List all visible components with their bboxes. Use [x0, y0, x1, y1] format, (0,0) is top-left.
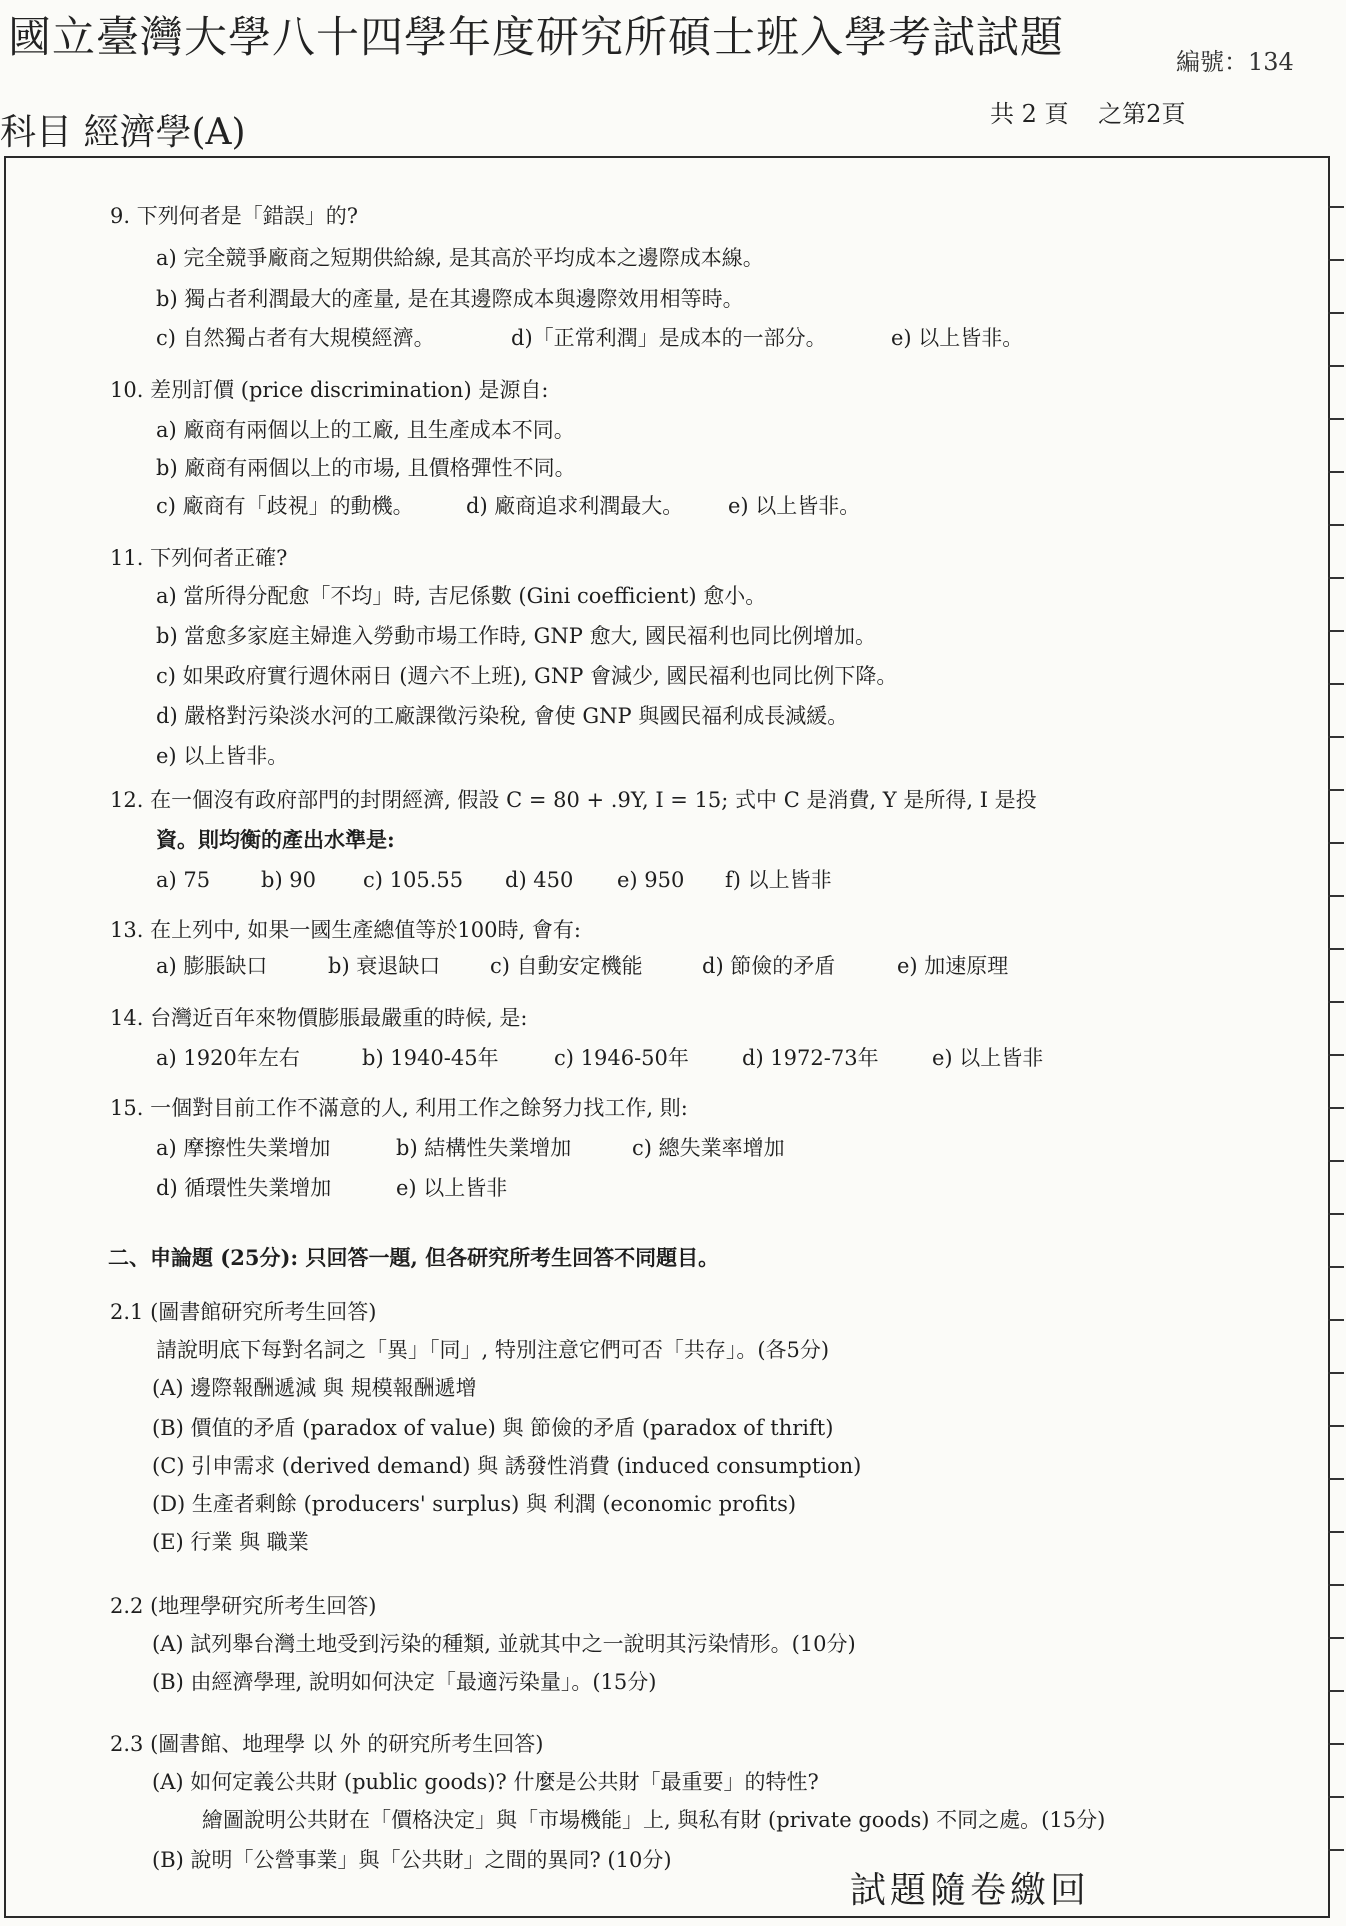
question-option: a) 廠商有兩個以上的工廠, 且生產成本不同。: [156, 418, 575, 442]
question-stem: 12. 在一個沒有政府部門的封閉經濟, 假設 C = 80 + .9Y, I = 15; 式中 C 是消費, Y 是所得, I 是投: [110, 788, 1037, 812]
question-option-row: [156, 1172, 507, 1202]
page-indicator: [990, 94, 1207, 129]
question-stem-continued: 資。則均衡的產出水準是:: [156, 827, 395, 852]
question-stem: 15. 一個對目前工作不滿意的人, 利用工作之餘努力找工作, 則:: [110, 1096, 688, 1120]
question-option: b) 衰退缺口: [328, 954, 441, 978]
essay-item: (A) 試列舉台灣土地受到污染的種類, 並就其中之一說明其污染情形。(10分): [152, 1632, 856, 1656]
question-option: e) 以上皆非。: [156, 744, 289, 768]
question-option: c) 自動安定機能: [490, 954, 643, 978]
question-stem: 11. 下列何者正確?: [110, 546, 288, 570]
question-stem: 9. 下列何者是「錯誤」的?: [110, 204, 358, 228]
total-pages: 共 2 頁: [990, 100, 1069, 128]
question-option: c) 廠商有「歧視」的動機。: [156, 494, 414, 518]
essay-item: (E) 行業 與 職業: [152, 1530, 309, 1554]
margin-tick: [1328, 1160, 1344, 1162]
margin-tick: [1328, 1637, 1344, 1639]
subsection-title: 2.1 (圖書館研究所考生回答): [110, 1300, 377, 1324]
question-option: d) 廠商追求利潤最大。: [466, 494, 684, 518]
question-stem: 13. 在上列中, 如果一國生產總值等於100時, 會有:: [110, 918, 581, 942]
question-option: d) 節儉的矛盾: [702, 954, 836, 978]
subsection-title: 2.3 (圖書館、地理學 以 外 的研究所考生回答): [110, 1732, 544, 1756]
margin-tick: [1328, 630, 1344, 632]
return-with-paper-stamp: 試題隨卷繳回: [850, 1870, 1091, 1911]
margin-tick: [1328, 1478, 1344, 1480]
margin-tick: [1328, 1319, 1344, 1321]
question-option: b) 廠商有兩個以上的市場, 且價格彈性不同。: [156, 456, 576, 480]
question-option-row: [156, 950, 1008, 980]
question-option: e) 以上皆非: [932, 1046, 1044, 1070]
subject-label: 科目 經濟學(A): [0, 112, 246, 153]
question-option: c) 總失業率增加: [632, 1136, 785, 1160]
question-option: b) 90: [261, 868, 317, 892]
margin-tick: [1328, 312, 1344, 314]
question-option: a) 1920年左右: [156, 1046, 300, 1070]
subsection-title: 2.2 (地理學研究所考生回答): [110, 1594, 377, 1618]
question-option: b) 當愈多家庭主婦進入勞動市場工作時, GNP 愈大, 國民福利也同比例增加。: [156, 624, 876, 648]
question-option-row: [156, 490, 860, 520]
margin-tick: [1328, 1743, 1344, 1745]
margin-tick: [1328, 1796, 1344, 1798]
question-option: e) 以上皆非: [396, 1176, 508, 1200]
question-option: a) 完全競爭廠商之短期供給線, 是其高於平均成本之邊際成本線。: [156, 246, 764, 270]
margin-tick: [1328, 524, 1344, 526]
margin-tick: [1328, 206, 1344, 208]
margin-tick: [1328, 418, 1344, 420]
question-option-row: [156, 1132, 785, 1162]
margin-tick: [1328, 1531, 1344, 1533]
question-option: b) 1940-45年: [362, 1046, 499, 1070]
question-option: a) 膨脹缺口: [156, 954, 268, 978]
question-stem: 14. 台灣近百年來物價膨脹最嚴重的時候, 是:: [110, 1006, 528, 1030]
question-option: b) 結構性失業增加: [396, 1136, 572, 1160]
margin-tick: [1328, 736, 1344, 738]
question-option: d)「正常利潤」是成本的一部分。: [511, 326, 827, 350]
question-stem: 10. 差別訂價 (price discrimination) 是源自:: [110, 378, 549, 402]
question-option: c) 1946-50年: [554, 1046, 689, 1070]
essay-item: (C) 引申需求 (derived demand) 與 誘發性消費 (induced consumption): [152, 1454, 862, 1478]
margin-tick: [1328, 577, 1344, 579]
essay-item-continued: 繪圖說明公共財在「價格決定」與「市場機能」上, 與私有財 (private goods) 不同之處。(15分): [202, 1808, 1106, 1832]
margin-tick: [1328, 1213, 1344, 1215]
margin-tick: [1328, 1425, 1344, 1427]
question-option: d) 450: [505, 868, 574, 892]
essay-item: (D) 生產者剩餘 (producers' surplus) 與 利潤 (economic profits): [152, 1492, 797, 1516]
margin-tick: [1328, 1372, 1344, 1374]
margin-ticks: [1328, 156, 1346, 1918]
question-option: c) 如果政府實行週休兩日 (週六不上班), GNP 會減少, 國民福利也同比例下降。: [156, 664, 898, 688]
margin-tick: [1328, 1584, 1344, 1586]
question-option: c) 自然獨占者有大規模經濟。: [156, 326, 435, 350]
question-option-row: [156, 322, 1023, 352]
margin-tick: [1328, 895, 1344, 897]
margin-tick: [1328, 1690, 1344, 1692]
question-option: d) 1972-73年: [742, 1046, 879, 1070]
margin-tick: [1328, 683, 1344, 685]
current-page: 之第2頁: [1098, 100, 1186, 128]
subsection-instruction: 請說明底下每對名詞之「異」「同」, 特別注意它們可否「共存」。(各5分): [156, 1338, 830, 1362]
question-option: d) 循環性失業增加: [156, 1176, 332, 1200]
question-option: a) 摩擦性失業增加: [156, 1136, 331, 1160]
exam-title: 國立臺灣大學八十四學年度研究所碩士班入學考試試題: [8, 13, 1064, 63]
margin-tick: [1328, 259, 1344, 261]
question-option: b) 獨占者利潤最大的產量, 是在其邊際成本與邊際效用相等時。: [156, 287, 744, 311]
question-option-row: [156, 864, 832, 894]
exam-code: 編號：134: [1176, 48, 1294, 76]
question-option-row: [156, 1042, 1043, 1072]
margin-tick: [1328, 1266, 1344, 1268]
margin-tick: [1328, 1849, 1344, 1851]
question-option: e) 加速原理: [897, 954, 1009, 978]
question-option: a) 當所得分配愈「不均」時, 吉尼係數 (Gini coefficient) 愈小。: [156, 584, 767, 608]
question-option: a) 75: [156, 868, 211, 892]
question-option: d) 嚴格對污染淡水河的工廠課徵污染稅, 會使 GNP 與國民福利成長減緩。: [156, 704, 849, 728]
question-option: f) 以上皆非: [725, 868, 832, 892]
essay-item: (B) 價值的矛盾 (paradox of value) 與 節儉的矛盾 (paradox of thrift): [152, 1416, 834, 1440]
margin-tick: [1328, 1001, 1344, 1003]
essay-item: (A) 如何定義公共財 (public goods)? 什麼是公共財「最重要」的特性?: [152, 1770, 819, 1794]
question-option: e) 以上皆非。: [891, 326, 1024, 350]
essay-item: (B) 說明「公營事業」與「公共財」之間的異同? (10分): [152, 1848, 672, 1872]
margin-tick: [1328, 842, 1344, 844]
margin-tick: [1328, 1054, 1344, 1056]
margin-tick: [1328, 365, 1344, 367]
margin-tick: [1328, 948, 1344, 950]
section-heading: 二、申論題 (25分): 只回答一題, 但各研究所考生回答不同題目。: [108, 1245, 720, 1270]
essay-item: (A) 邊際報酬遞減 與 規模報酬遞增: [152, 1376, 477, 1400]
essay-item: (B) 由經濟學理, 說明如何決定「最適污染量」。(15分): [152, 1670, 657, 1694]
margin-tick: [1328, 789, 1344, 791]
question-option: e) 以上皆非。: [728, 494, 861, 518]
margin-tick: [1328, 471, 1344, 473]
margin-tick: [1328, 1107, 1344, 1109]
question-option: c) 105.55: [363, 868, 464, 892]
question-option: e) 950: [617, 868, 685, 892]
